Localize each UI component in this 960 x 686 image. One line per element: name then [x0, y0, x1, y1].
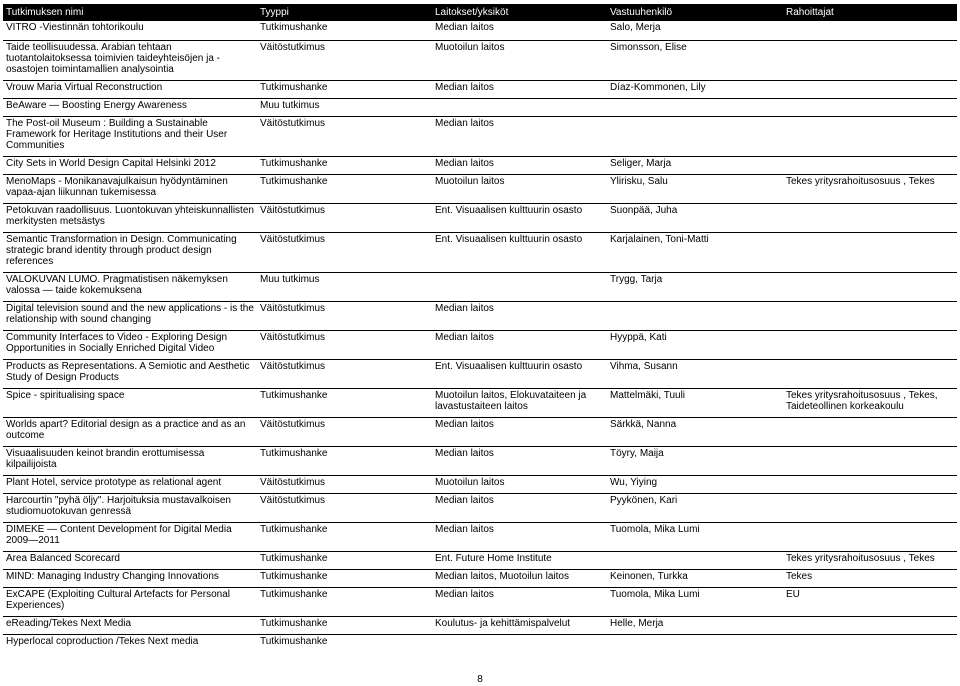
department-cell: Median laitos [432, 418, 607, 442]
responsible-person-cell: Wu, Yiying [607, 476, 783, 489]
project-name-cell: Digital television sound and the new applications - is the relationship with sound changing [3, 302, 257, 326]
type-cell: Väitöstutkimus [257, 233, 432, 268]
funder-cell [783, 21, 957, 34]
project-name-cell: Visuaalisuuden keinot brandin erottumisessa kilpailijoista [3, 447, 257, 471]
responsible-person-cell: Keinonen, Turkka [607, 570, 783, 583]
funder-cell [783, 418, 957, 442]
department-cell: Median laitos [432, 117, 607, 152]
table-row [3, 157, 957, 170]
responsible-person-cell: Pyykönen, Kari [607, 494, 783, 518]
funder-cell: Tekes yritysrahoitusosuus , Tekes [783, 552, 957, 565]
header-funders: Rahoittajat [783, 4, 957, 21]
type-cell: Tutkimushanke [257, 447, 432, 471]
table-row [3, 117, 957, 152]
funder-cell [783, 302, 957, 326]
type-cell: Väitöstutkimus [257, 476, 432, 489]
project-name-cell: VALOKUVAN LUMO. Pragmatistisen näkemyksen valossa ― taide kokemuksena [3, 273, 257, 297]
project-name-cell: MIND: Managing Industry Changing Innovations [3, 570, 257, 583]
project-name-cell: Products as Representations. A Semiotic and Aesthetic Study of Design Products [3, 360, 257, 384]
header-departments: Laitokset/yksiköt [432, 4, 607, 21]
responsible-person-cell: Simonsson, Elise [607, 41, 783, 76]
project-name-cell: Plant Hotel, service prototype as relational agent [3, 476, 257, 489]
funder-cell [783, 157, 957, 170]
responsible-person-cell: Salo, Merja [607, 21, 783, 34]
department-cell: Muotoilun laitos [432, 41, 607, 76]
type-cell: Väitöstutkimus [257, 41, 432, 76]
type-cell: Väitöstutkimus [257, 418, 432, 442]
responsible-person-cell: Tuomola, Mika Lumi [607, 523, 783, 547]
department-cell: Ent. Visuaalisen kulttuurin osasto [432, 233, 607, 268]
row-spacer-cell [3, 647, 957, 652]
project-name-cell: Taide teollisuudessa. Arabian tehtaan tuotantolaitoksessa toimivien taideyhteisöjen ja -osastojen toimintamallien analysointia [3, 41, 257, 76]
type-cell: Väitöstutkimus [257, 302, 432, 326]
department-cell: Muotoilun laitos [432, 476, 607, 489]
type-cell: Tutkimushanke [257, 635, 432, 648]
responsible-person-cell: Tuomola, Mika Lumi [607, 588, 783, 612]
funder-cell: EU [783, 588, 957, 612]
department-cell: Median laitos [432, 157, 607, 170]
responsible-person-cell: Vihma, Susann [607, 360, 783, 384]
responsible-person-cell: Särkkä, Nanna [607, 418, 783, 442]
department-cell: Ent. Future Home Institute [432, 552, 607, 565]
responsible-person-cell: Karjalainen, Toni-Matti [607, 233, 783, 268]
type-cell: Tutkimushanke [257, 389, 432, 413]
table-row [3, 447, 957, 471]
header-responsible-person: Vastuuhenkilö [607, 4, 783, 21]
funder-cell [783, 331, 957, 355]
funder-cell [783, 360, 957, 384]
responsible-person-cell: Seliger, Marja [607, 157, 783, 170]
type-cell: Väitöstutkimus [257, 360, 432, 384]
department-cell: Median laitos [432, 494, 607, 518]
table-header-row [3, 4, 957, 21]
table-row [3, 360, 957, 384]
type-cell: Muu tutkimus [257, 273, 432, 297]
type-cell: Tutkimushanke [257, 552, 432, 565]
table-row [3, 302, 957, 326]
department-cell: Median laitos [432, 447, 607, 471]
table-row [3, 99, 957, 112]
table-row [3, 523, 957, 547]
type-cell: Väitöstutkimus [257, 117, 432, 152]
responsible-person-cell: Mattelmäki, Tuuli [607, 389, 783, 413]
funder-cell [783, 99, 957, 112]
responsible-person-cell: Helle, Merja [607, 617, 783, 630]
project-name-cell: eReading/Tekes Next Media [3, 617, 257, 630]
project-name-cell: Hyperlocal coproduction /Tekes Next media [3, 635, 257, 648]
funder-cell [783, 494, 957, 518]
responsible-person-cell: Töyry, Maija [607, 447, 783, 471]
project-name-cell: Harcourtin "pyhä öljy". Harjoituksia mustavalkoisen studiomuotokuvan genressä [3, 494, 257, 518]
project-name-cell: The Post-oil Museum : Building a Sustainable Framework for Heritage Institutions and their User Communities [3, 117, 257, 152]
table-row [3, 588, 957, 612]
table-body [3, 21, 957, 653]
type-cell: Väitöstutkimus [257, 331, 432, 355]
department-cell [432, 99, 607, 112]
responsible-person-cell [607, 635, 783, 648]
type-cell: Tutkimushanke [257, 570, 432, 583]
funder-cell [783, 523, 957, 547]
project-name-cell: Petokuvan raadollisuus. Luontokuvan yhteiskunnallisten merkitysten metsästys [3, 204, 257, 228]
project-name-cell: Vrouw Maria Virtual Reconstruction [3, 81, 257, 94]
responsible-person-cell: Trygg, Tarja [607, 273, 783, 297]
project-name-cell: VITRO -Viestinnän tohtorikoulu [3, 21, 257, 34]
responsible-person-cell: Díaz-Kommonen, Lily [607, 81, 783, 94]
row-spacer [3, 647, 957, 652]
responsible-person-cell [607, 552, 783, 565]
project-name-cell: ExCAPE (Exploiting Cultural Artefacts for Personal Experiences) [3, 588, 257, 612]
responsible-person-cell [607, 117, 783, 152]
table-row [3, 81, 957, 94]
project-name-cell: Community Interfaces to Video - Exploring Design Opportunities in Socially Enriched Digital Video [3, 331, 257, 355]
type-cell: Muu tutkimus [257, 99, 432, 112]
responsible-person-cell: Ylirisku, Salu [607, 175, 783, 199]
department-cell: Muotoilun laitos [432, 175, 607, 199]
funder-cell: Tekes yritysrahoitusosuus , Tekes [783, 175, 957, 199]
responsible-person-cell: Hyyppä, Kati [607, 331, 783, 355]
table-row [3, 418, 957, 442]
department-cell: Ent. Visuaalisen kulttuurin osasto [432, 204, 607, 228]
responsible-person-cell [607, 302, 783, 326]
funder-cell [783, 233, 957, 268]
funder-cell [783, 204, 957, 228]
table-row [3, 570, 957, 583]
table-row [3, 552, 957, 565]
department-cell [432, 273, 607, 297]
department-cell: Median laitos [432, 588, 607, 612]
department-cell: Median laitos [432, 302, 607, 326]
department-cell: Median laitos [432, 331, 607, 355]
table-row [3, 175, 957, 199]
type-cell: Tutkimushanke [257, 157, 432, 170]
department-cell: Median laitos [432, 81, 607, 94]
funder-cell [783, 617, 957, 630]
funder-cell [783, 273, 957, 297]
department-cell: Median laitos, Muotoilun laitos [432, 570, 607, 583]
table-row [3, 21, 957, 34]
type-cell: Tutkimushanke [257, 617, 432, 630]
project-name-cell: DIMEKE ― Content Development for Digital Media 2009―2011 [3, 523, 257, 547]
funder-cell [783, 41, 957, 76]
row-spacer [3, 33, 957, 41]
table-row [3, 273, 957, 297]
department-cell: Median laitos [432, 523, 607, 547]
table-row [3, 41, 957, 76]
type-cell: Väitöstutkimus [257, 494, 432, 518]
department-cell: Median laitos [432, 21, 607, 34]
header-project-name: Tutkimuksen nimi [3, 4, 257, 21]
department-cell [432, 635, 607, 648]
type-cell: Tutkimushanke [257, 81, 432, 94]
funder-cell: Tekes [783, 570, 957, 583]
table-row [3, 331, 957, 355]
row-spacer-cell [3, 33, 957, 41]
project-name-cell: BeAware ― Boosting Energy Awareness [3, 99, 257, 112]
project-name-cell: Worlds apart? Editorial design as a practice and as an outcome [3, 418, 257, 442]
table-row [3, 635, 957, 648]
type-cell: Väitöstutkimus [257, 204, 432, 228]
funder-cell: Tekes yritysrahoitusosuus , Tekes, Taideteollinen korkeakoulu [783, 389, 957, 413]
department-cell: Muotoilun laitos, Elokuvataiteen ja lavastustaiteen laitos [432, 389, 607, 413]
funder-cell [783, 476, 957, 489]
funder-cell [783, 117, 957, 152]
page-number: 8 [477, 674, 483, 685]
type-cell: Tutkimushanke [257, 21, 432, 34]
funder-cell [783, 447, 957, 471]
project-name-cell: City Sets in World Design Capital Helsinki 2012 [3, 157, 257, 170]
table-row [3, 617, 957, 630]
responsible-person-cell [607, 99, 783, 112]
table-row [3, 494, 957, 518]
project-name-cell: Spice - spiritualising space [3, 389, 257, 413]
responsible-person-cell: Suonpää, Juha [607, 204, 783, 228]
type-cell: Tutkimushanke [257, 175, 432, 199]
project-name-cell: MenoMaps - Monikanavajulkaisun hyödyntäminen vapaa-ajan liikunnan tukemisessa [3, 175, 257, 199]
project-name-cell: Semantic Transformation in Design. Communicating strategic brand identity through product design references [3, 233, 257, 268]
header-type: Tyyppi [257, 4, 432, 21]
department-cell: Ent. Visuaalisen kulttuurin osasto [432, 360, 607, 384]
table-row [3, 233, 957, 268]
research-projects-table [3, 4, 957, 652]
table-row [3, 476, 957, 489]
type-cell: Tutkimushanke [257, 523, 432, 547]
table-row [3, 204, 957, 228]
type-cell: Tutkimushanke [257, 588, 432, 612]
table-row [3, 389, 957, 413]
project-name-cell: Area Balanced Scorecard [3, 552, 257, 565]
funder-cell [783, 635, 957, 648]
funder-cell [783, 81, 957, 94]
department-cell: Koulutus- ja kehittämispalvelut [432, 617, 607, 630]
